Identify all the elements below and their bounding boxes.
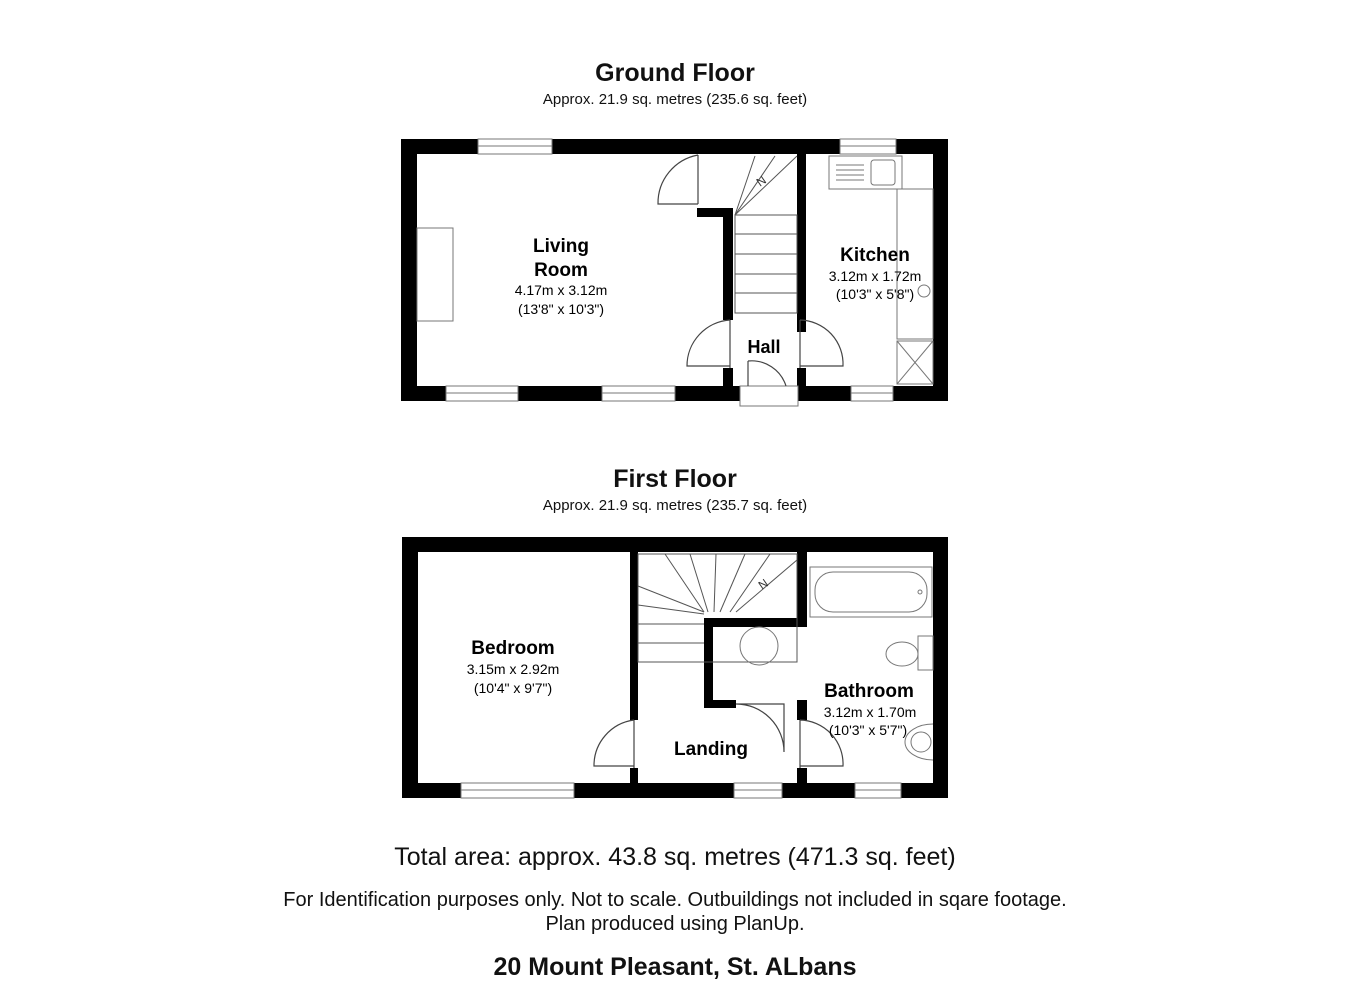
- living-room-size-ft: (13'8" x 10'3"): [517, 301, 605, 317]
- kitchen-size-m: 3.12m x 1.72m: [828, 268, 922, 284]
- ground-floor-staircase: [735, 156, 797, 313]
- ground-floor-title: Ground Floor: [595, 59, 755, 87]
- living-room-size-m: 4.17m x 3.12m: [514, 282, 608, 298]
- hall-name: Hall: [747, 337, 781, 357]
- kitchen-size-ft: (10'3" x 5'8"): [835, 286, 915, 302]
- bathroom-size-m: 3.12m x 1.70m: [823, 704, 917, 720]
- living-room-name-1: Living: [533, 236, 589, 257]
- property-address: 20 Mount Pleasant, St. ALbans: [493, 953, 857, 981]
- first-floor-area: Approx. 21.9 sq. metres (235.7 sq. feet): [542, 497, 808, 514]
- gf-stair-marker: N: [753, 173, 769, 190]
- produced-by: Plan produced using PlanUp.: [545, 913, 805, 935]
- living-room-name-2: Room: [534, 260, 588, 281]
- total-area: Total area: approx. 43.8 sq. metres (471.3 sq. feet): [394, 843, 956, 871]
- landing-name: Landing: [674, 739, 748, 760]
- bedroom-name: Bedroom: [471, 638, 555, 659]
- ff-stair-marker: N: [755, 576, 771, 593]
- fireplace: [417, 228, 453, 321]
- first-floor-staircase: [638, 554, 797, 662]
- kitchen-name: Kitchen: [840, 245, 910, 266]
- bathroom-size-ft: (10'3" x 5'7"): [828, 722, 908, 738]
- ground-floor-area: Approx. 21.9 sq. metres (235.6 sq. feet): [542, 91, 808, 108]
- first-floor-title: First Floor: [613, 465, 737, 493]
- bedroom-size-m: 3.15m x 2.92m: [466, 661, 560, 677]
- disclaimer: For Identification purposes only. Not to scale. Outbuildings not included in sqare footage.: [283, 889, 1067, 911]
- bedroom-size-ft: (10'4" x 9'7"): [473, 680, 553, 696]
- cylinder-cupboard: [740, 627, 778, 665]
- bathroom-name: Bathroom: [824, 681, 914, 702]
